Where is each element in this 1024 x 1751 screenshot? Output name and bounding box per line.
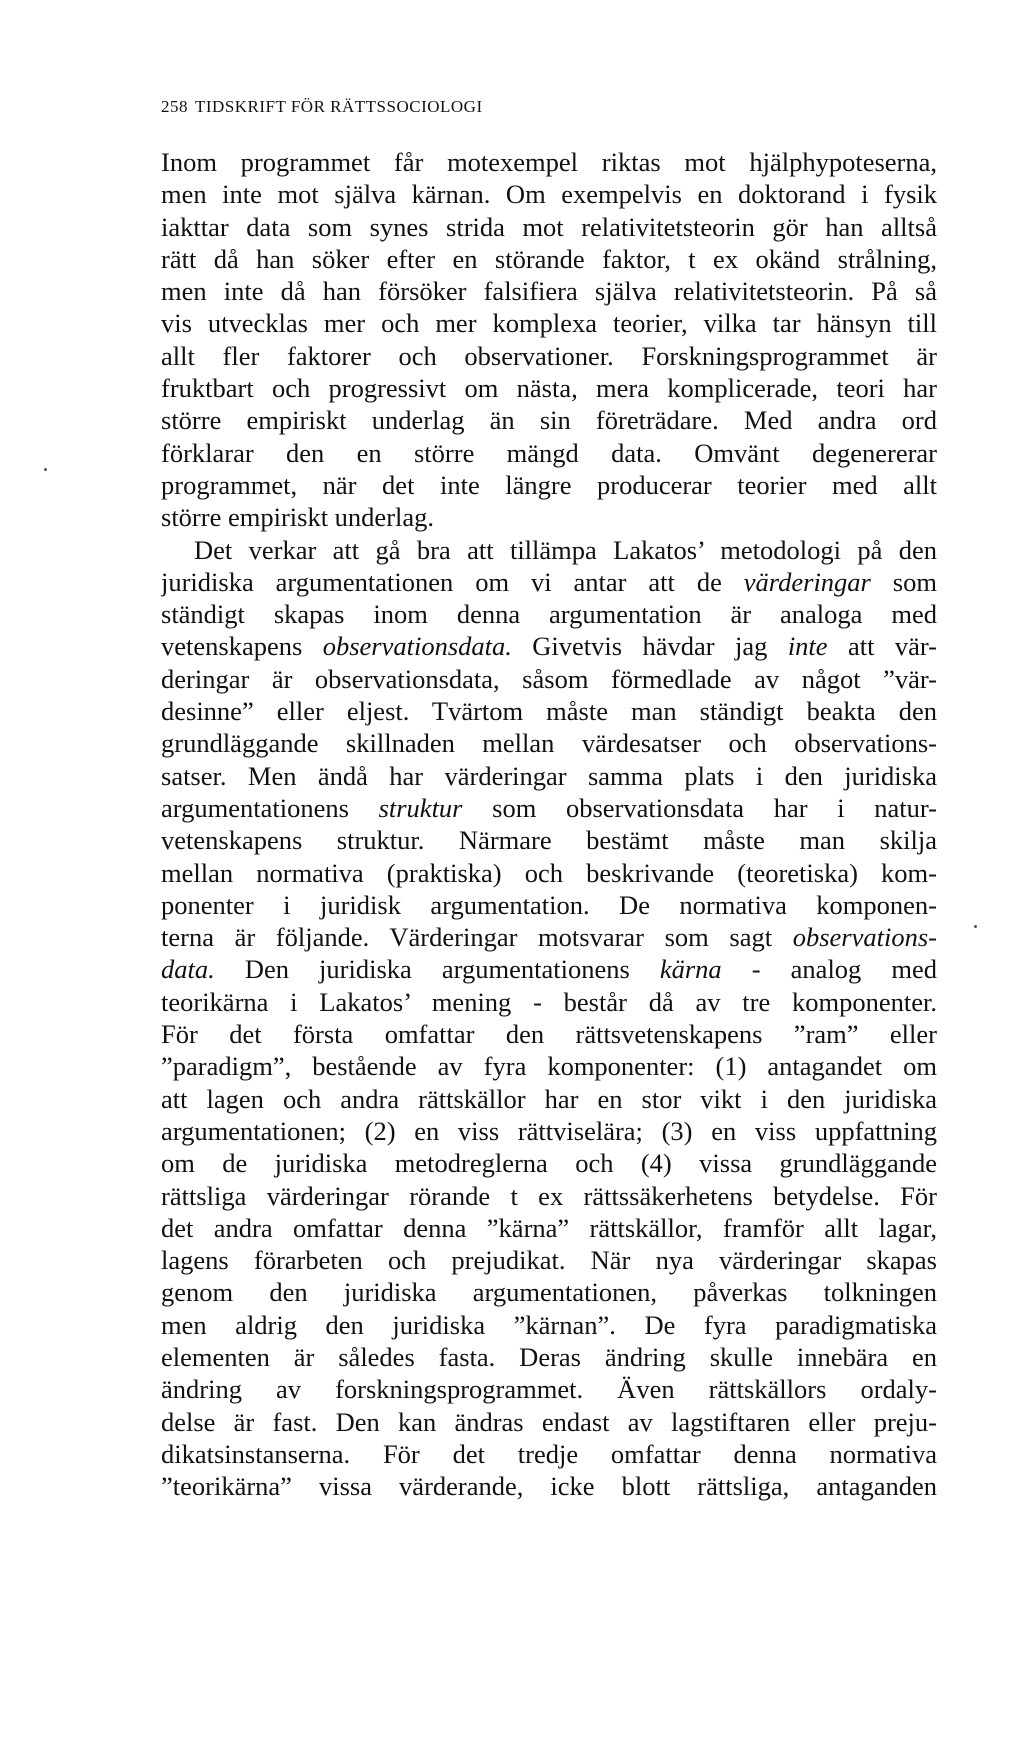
- text-line: [161, 1244, 937, 1276]
- journal-title: TIDSKRIFT FÖR RÄTTSSOCIOLOGI: [195, 97, 483, 116]
- text-run: delse är fast. Den kan ändras endast av lagstiftaren eller preju-: [161, 1406, 937, 1437]
- text-line: [161, 1018, 937, 1050]
- text-line: förklarar den en större mängd data. Omvänt degenererar: [161, 437, 937, 468]
- text-line: iakttar data som synes strida mot relativitetsteorin gör han alltså: [161, 211, 937, 242]
- text-line: [161, 889, 937, 921]
- text-line: [161, 598, 937, 630]
- text-line: [161, 630, 937, 662]
- text-line: Inom programmet får motexempel riktas mot hjälphypoteserna,: [161, 147, 937, 177]
- text-line: men inte mot själva kärnan. Om exempelvis en doktorand i fysik: [161, 179, 937, 210]
- text-run: ”paradigm”, bestående av fyra komponenter: (1) antagandet om: [161, 1051, 937, 1082]
- text-run: juridiska argumentationen om vi antar att de: [161, 566, 744, 597]
- italic-text: kärna: [659, 954, 722, 985]
- text-run: teorikärna i Lakatos’ mening - består då av tre komponenter.: [161, 986, 937, 1017]
- italic-text: data.: [161, 954, 215, 985]
- text-line: [161, 534, 937, 566]
- text-line: rätt då han söker efter en störande faktor, t ex okänd strålning,: [161, 243, 937, 274]
- text-run: argumentationen; (2) en viss rättviselära; (3) en viss uppfattning: [161, 1115, 937, 1146]
- text-run: men aldrig den juridiska ”kärnan”. De fyra paradigmatiska: [161, 1309, 937, 1340]
- italic-text: observations-: [792, 922, 937, 953]
- text-run: grundläggande skillnaden mellan värdesatser och observations-: [161, 728, 937, 759]
- text-line: allt fler faktorer och observationer. Forskningsprogrammet är: [161, 340, 937, 371]
- text-line: [161, 760, 937, 792]
- text-run: ändring av forskningsprogrammet. Även rättskällors ordaly-: [161, 1374, 937, 1405]
- italic-text: inte: [787, 631, 828, 662]
- text-run: För det första omfattar den rättsvetenskapens ”ram” eller: [161, 1019, 937, 1050]
- text-line: [161, 663, 937, 695]
- text-run: som observationsdata har i natur-: [462, 792, 937, 823]
- text-line: [161, 792, 937, 824]
- text-line: större empiriskt underlag än sin företrädare. Med andra ord: [161, 405, 937, 436]
- text-line: [161, 1373, 937, 1405]
- text-line: [161, 1147, 937, 1179]
- text-run: ständigt skapas inom denna argumentation är analoga med: [161, 599, 937, 630]
- text-run: att vär-: [827, 631, 937, 662]
- text-run: desinne” eller eljest. Tvärtom måste man ständigt beakta den: [161, 696, 937, 727]
- text-line: [161, 1115, 937, 1147]
- text-run: vetenskapens struktur. Närmare bestämt måste man skilja: [161, 825, 937, 856]
- scan-speck: [974, 925, 977, 928]
- text-line: [161, 824, 937, 856]
- text-line: [161, 1438, 937, 1470]
- text-run: mellan normativa (praktiska) och beskrivande (teoretiska) kom-: [161, 857, 937, 888]
- text-run: genom den juridiska argumentationen, påverkas tolkningen: [161, 1277, 937, 1308]
- text-line: [161, 857, 937, 889]
- text-run: Givetvis hävdar jag: [511, 631, 788, 662]
- body-text: [161, 146, 937, 1502]
- text-run: att lagen och andra rättskällor har en stor vikt i den juridiska: [161, 1083, 937, 1114]
- text-line: programmet, när det inte längre producerar teorier med allt: [161, 469, 937, 500]
- text-run: lagens förarbeten och prejudikat. När nya värderingar skapas: [161, 1245, 937, 1276]
- scan-speck: [44, 468, 47, 471]
- text-run: rättsliga värderingar rörande t ex rättssäkerhetens betydelse. För: [161, 1180, 937, 1211]
- text-line: [161, 1212, 937, 1244]
- text-line: [161, 921, 937, 953]
- page-number: 258: [161, 97, 188, 116]
- text-run: satser. Men ändå har värderingar samma plats i den juridiska: [161, 760, 937, 791]
- text-run: elementen är således fasta. Deras ändring skulle innebära en: [161, 1341, 937, 1372]
- text-line: fruktbart och progressivt om nästa, mera komplicerade, teori har: [161, 373, 937, 404]
- text-line: [161, 1470, 937, 1502]
- text-run: dikatsinstanserna. För det tredje omfattar denna normativa: [161, 1438, 937, 1469]
- italic-text: struktur: [378, 792, 463, 823]
- text-run: - analog med: [721, 954, 937, 985]
- text-run: terna är följande. Värderingar motsvarar som sagt: [161, 922, 793, 953]
- text-run: vetenskapens: [161, 631, 323, 662]
- text-run: Det verkar att gå bra att tillämpa Lakatos’ metodologi på den: [194, 534, 937, 565]
- text-line: större empiriskt underlag.: [161, 502, 435, 533]
- running-header: [161, 97, 483, 117]
- text-run: deringar är observationsdata, såsom förmedlade av något ”vär-: [161, 663, 937, 694]
- text-line: [161, 727, 937, 759]
- text-run: ponenter i juridisk argumentation. De normativa komponen-: [161, 889, 937, 920]
- italic-text: observationsdata.: [322, 631, 512, 662]
- text-line: [161, 566, 937, 598]
- text-line: men inte då han försöker falsifiera själva relativitetsteorin. På så: [161, 276, 937, 307]
- italic-text: värderingar: [743, 566, 871, 597]
- text-line: [161, 695, 937, 727]
- text-line: [161, 1341, 937, 1373]
- text-line: [161, 986, 937, 1018]
- text-run: som: [870, 566, 937, 597]
- text-line: vis utvecklas mer och mer komplexa teorier, vilka tar hänsyn till: [161, 308, 937, 339]
- text-run: ”teorikärna” vissa värderande, icke blott rättsliga, antaganden: [161, 1471, 937, 1502]
- text-line: [161, 1406, 937, 1438]
- text-line: [161, 953, 937, 985]
- text-run: argumentationens: [161, 792, 379, 823]
- text-line: [161, 1180, 937, 1212]
- text-line: [161, 1309, 937, 1341]
- text-line: [161, 1276, 937, 1308]
- text-line: [161, 1050, 937, 1082]
- text-run: det andra omfattar denna ”kärna” rättskällor, framför allt lagar,: [161, 1212, 937, 1243]
- text-line: [161, 1083, 937, 1115]
- text-run: om de juridiska metodreglerna och (4) vissa grundläggande: [161, 1148, 937, 1179]
- text-run: Den juridiska argumentationens: [214, 954, 660, 985]
